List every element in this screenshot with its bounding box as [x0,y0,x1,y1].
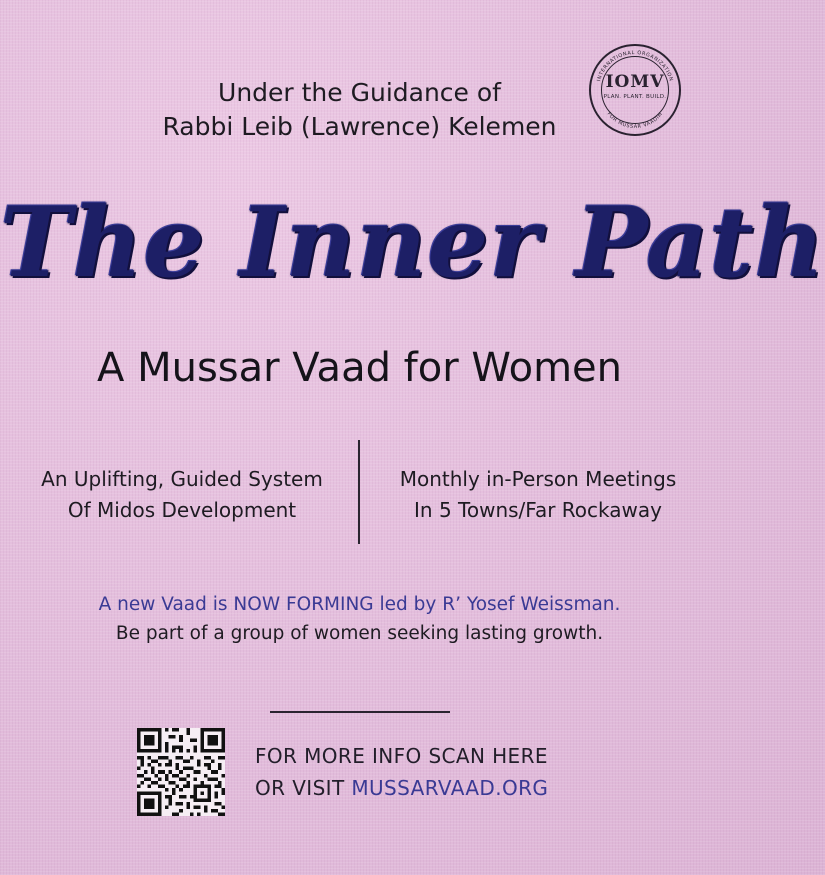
scan-instruction: FOR MORE INFO SCAN HERE [255,744,548,768]
announcement-line-2: Be part of a group of women seeking lasting growth. [115,623,604,644]
iomv-logo [589,44,681,136]
rabbi-name: Rabbi Leib (Lawrence) Kelemen [162,112,557,141]
seal-tagline: PLAN. PLANT. BUILD. [603,94,667,100]
website-link[interactable]: MUSSARVAAD.ORG [351,776,549,800]
feature-right-line-1: Monthly in-Person Meetings [399,467,677,491]
announcement [0,590,719,648]
feature-left-line-1: An Uplifting, Guided System [41,467,323,491]
visit-prefix: OR VISIT [255,776,352,800]
guidance-line-1: Under the Guidance of [218,78,501,107]
feature-right-line-2: In 5 Towns/Far Rockaway [414,498,662,522]
svg-text:INTERNATIONAL ORGANIZATION: INTERNATIONAL ORGANIZATION [596,49,674,83]
visit-line [255,772,548,804]
feature-left-line-2: Of Midos Development [67,498,297,522]
seal-abbreviation: IOMV [605,72,665,92]
feature-right [368,464,708,526]
horizontal-divider [270,711,450,713]
vertical-divider [358,440,360,544]
subtitle: A Mussar Vaad for Women [97,345,622,391]
feature-left [12,464,352,526]
announcement-line-1: A new Vaad is NOW FORMING led by R’ Yosef Weissman. [98,594,621,615]
contact-info [255,740,548,804]
svg-text:FOR MUSSAR VAADIM: FOR MUSSAR VAADIM [605,111,665,131]
main-title: The Inner Path [0,186,825,299]
qr-code-graphic [137,728,225,816]
qr-code[interactable] [137,728,225,816]
